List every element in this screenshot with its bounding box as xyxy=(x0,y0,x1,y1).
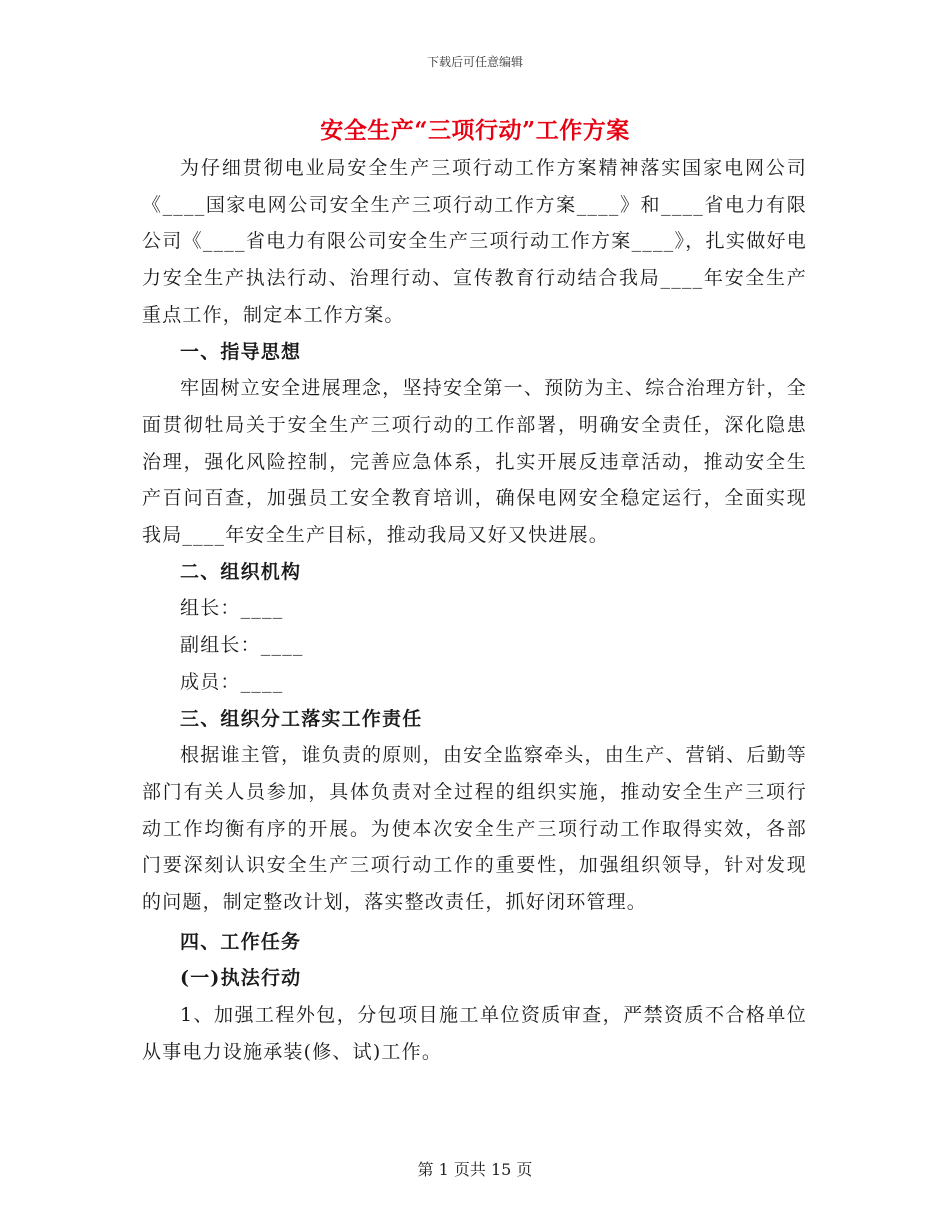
intro-paragraph: 为仔细贯彻电业局安全生产三项行动工作方案精神落实国家电网公司《____国家电网公司安全生产三项行动工作方案____》和____省电力有限公司《____省电力有限公司安全生产三项行动工作方案____》，扎实做好电力安全生产执法行动、治理行动、宣传教育行动结合我局____年安全生产重点工作，制定本工作方案。 xyxy=(142,157,807,326)
guiding-thought-paragraph: 牢固树立安全进展理念，坚持安全第一、预防为主、综合治理方针，全面贯彻牡局关于安全生产三项行动的工作部署，明确安全责任，深化隐患治理，强化风险控制，完善应急体系，扎实开展反违章活动，推动安全生产百问百查，加强员工安全教育培训，确保电网安全稳定运行，全面实现我局____年安全生产目标，推动我局又好又快进展。 xyxy=(142,377,807,547)
responsibility-paragraph: 根据谁主管，谁负责的原则，由安全监察牵头，由生产、营销、后勤等部门有关人员参加，具体负责对全过程的组织实施，推动安全生产三项行动工作均衡有序的开展。为使本次安全生产三项行动工作取得实效，各部门要深刻认识安全生产三项行动工作的重要性，加强组织领导，针对发现的问题，制定整改计划，落实整改责任，抓好闭环管理。 xyxy=(142,744,807,914)
document-body xyxy=(142,150,807,1071)
subsection-heading-enforcement: (一)执法行动 xyxy=(180,967,302,990)
section-heading-tasks: 四、工作任务 xyxy=(180,930,302,953)
org-deputy-leader: 副组长：____ xyxy=(180,634,304,657)
section-heading-organization: 二、组织机构 xyxy=(180,560,302,583)
section-heading-responsibility: 三、组织分工落实工作责任 xyxy=(180,707,423,730)
org-members: 成员：____ xyxy=(180,670,284,693)
document-title: 安全生产“三项行动”工作方案 xyxy=(320,117,630,144)
page-footer: 第 1 页共 15 页 xyxy=(417,1160,533,1179)
enforcement-item-1: 1、加强工程外包，分包项目施工单位资质审查，严禁资质不合格单位从事电力设施承装(修、试)工作。 xyxy=(142,1004,807,1063)
section-heading-guiding-thought: 一、指导思想 xyxy=(180,340,302,363)
org-leader: 组长：____ xyxy=(180,597,284,620)
page-header: 下载后可任意编辑 xyxy=(426,55,523,69)
